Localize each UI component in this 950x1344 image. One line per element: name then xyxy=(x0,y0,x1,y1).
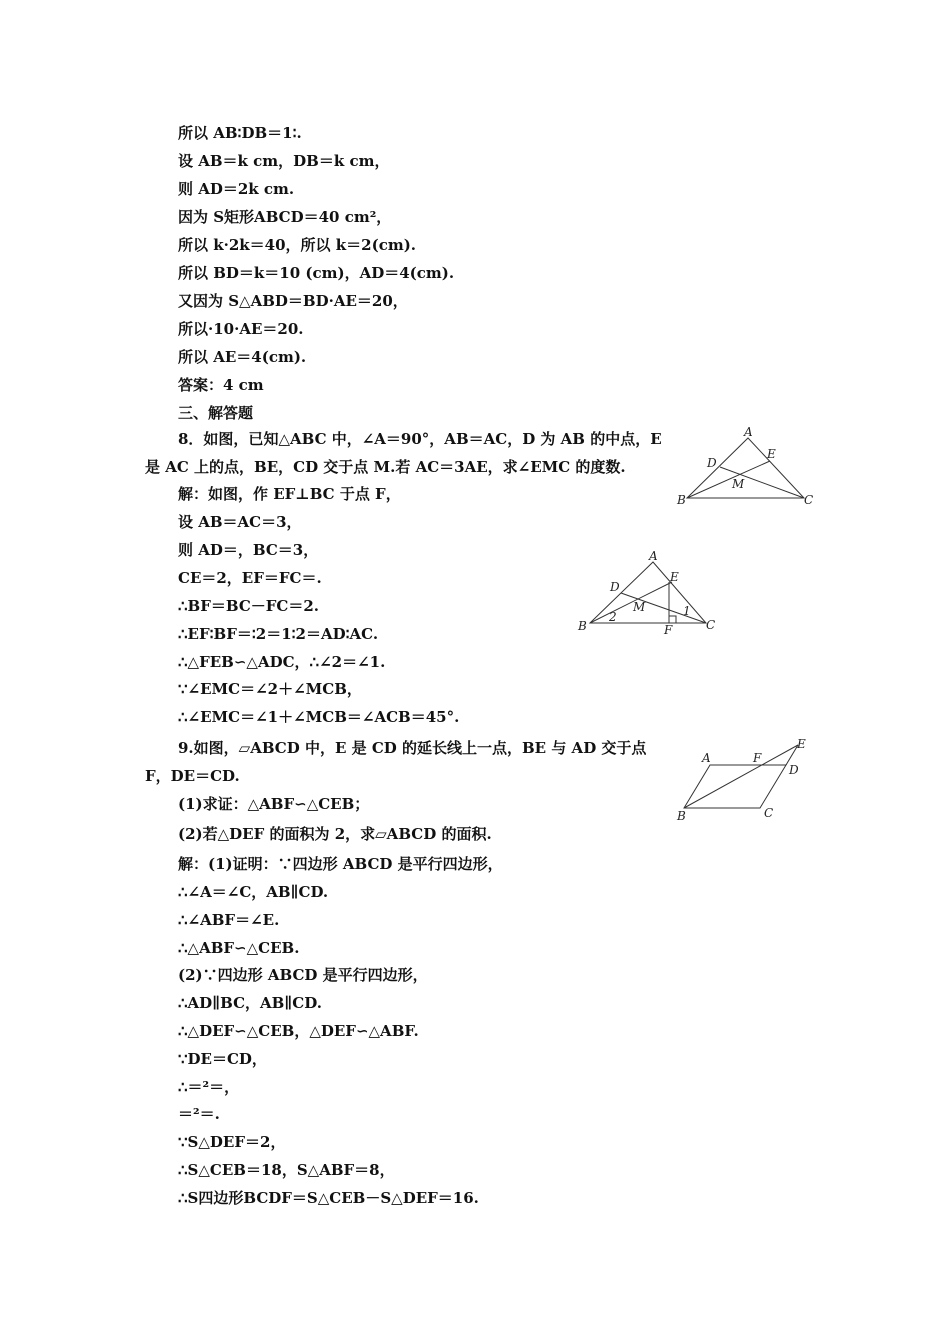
problem-9-text: 9.如图，▱ABCD 中，E 是 CD 的延长线上一点，BE 与 AD 交于点 xyxy=(178,739,647,757)
text-line: 则 AD＝2k cm. xyxy=(178,180,295,198)
label-m: M xyxy=(732,477,745,491)
label-d: D xyxy=(707,456,717,470)
text-line: 设 AB＝k cm，DB＝k cm， xyxy=(178,152,390,170)
label-a: A xyxy=(702,751,711,765)
section-heading: 三、解答题 xyxy=(178,404,254,422)
solution-line: CE＝2，EF＝FC＝. xyxy=(178,569,322,587)
solution-line: 设 AB＝AC＝3， xyxy=(178,513,302,531)
solution-line: ＝²＝. xyxy=(178,1105,220,1123)
parallelogram-figure xyxy=(672,736,822,826)
text-line: 所以 AB∶DB＝1∶. xyxy=(178,124,302,142)
solution-line: ∵∠EMC＝∠2＋∠MCB， xyxy=(178,680,362,698)
label-b: B xyxy=(677,493,686,507)
text-line: 所以 BD＝k＝10 (cm)，AD＝4(cm). xyxy=(178,264,455,282)
label-angle-2: 2 xyxy=(609,610,617,624)
solution-line: ∴∠A＝∠C，AB∥CD. xyxy=(178,883,329,901)
solution-line: 解：(1)证明：∵四边形 ABCD 是平行四边形， xyxy=(178,855,503,873)
label-d: D xyxy=(610,580,620,594)
triangle-figure-1 xyxy=(672,426,822,511)
triangle-figure-2 xyxy=(573,550,723,635)
segment-be xyxy=(687,461,770,498)
solution-line: ∴AD∥BC，AB∥CD. xyxy=(178,994,322,1012)
problem-9-text: F，DE＝CD. xyxy=(145,767,240,785)
answer-line: 答案：4 cm xyxy=(178,376,264,394)
label-f: F xyxy=(664,623,673,637)
solution-line: ∴S△CEB＝18，S△ABF＝8， xyxy=(178,1161,395,1179)
problem-9-part: (2)若△DEF 的面积为 2，求▱ABCD 的面积. xyxy=(178,825,492,843)
label-b: B xyxy=(677,809,686,823)
label-m: M xyxy=(633,600,646,614)
text-line: 又因为 S△ABD＝BD·AE＝20， xyxy=(178,292,408,310)
solution-line: ∴△ABF∽△CEB. xyxy=(178,939,300,957)
label-b: B xyxy=(578,619,587,633)
label-d: D xyxy=(789,763,799,777)
text-line: 所以 k·2k＝40，所以 k＝2(cm). xyxy=(178,236,417,254)
solution-line: ∵DE＝CD， xyxy=(178,1050,267,1068)
right-angle-mark xyxy=(669,616,676,623)
solution-line: ∴△FEB∽△ADC，∴∠2＝∠1. xyxy=(178,653,386,671)
problem-8-text: 8．如图，已知△ABC 中，∠A＝90°，AB＝AC，D 为 AB 的中点，E xyxy=(178,430,662,448)
text-line: 所以·10·AE＝20. xyxy=(178,320,304,338)
label-e: E xyxy=(797,737,806,751)
segment-be xyxy=(590,582,672,623)
triangle-abc-outline xyxy=(687,438,804,498)
label-e: E xyxy=(670,570,679,584)
label-f: F xyxy=(753,751,762,765)
solution-line: 则 AD＝，BC＝3， xyxy=(178,541,319,559)
label-a: A xyxy=(649,549,658,563)
solution-line: ∴△DEF∽△CEB，△DEF∽△ABF. xyxy=(178,1022,419,1040)
label-angle-1: 1 xyxy=(683,604,691,618)
solution-line: ∵S△DEF＝2， xyxy=(178,1133,286,1151)
parallelogram-abcd-outline xyxy=(684,765,786,808)
label-c: C xyxy=(804,493,814,507)
solution-line: (2)∵四边形 ABCD 是平行四边形， xyxy=(178,966,428,984)
problem-9-part: (1)求证：△ABF∽△CEB； xyxy=(178,795,370,813)
text-line: 因为 S矩形ABCD＝40 cm²， xyxy=(178,208,392,226)
label-e: E xyxy=(767,447,776,461)
solution-line: ∴BF＝BC－FC＝2. xyxy=(178,597,320,615)
problem-8-text: 是 AC 上的点，BE，CD 交于点 M.若 AC＝3AE，求∠EMC 的度数. xyxy=(145,458,626,476)
label-c: C xyxy=(706,618,716,632)
label-c: C xyxy=(764,806,774,820)
text-line: 所以 AE＝4(cm). xyxy=(178,348,307,366)
label-a: A xyxy=(744,425,753,439)
solution-line: ∴∠ABF＝∠E. xyxy=(178,911,280,929)
solution-line: ∴∠EMC＝∠1＋∠MCB＝∠ACB＝45°. xyxy=(178,708,460,726)
solution-line: 解：如图，作 EF⊥BC 于点 F， xyxy=(178,485,401,503)
solution-line: ∴S四边形BCDF＝S△CEB－S△DEF＝16. xyxy=(178,1189,479,1207)
solution-line: ∴EF∶BF＝∶2＝1∶2＝AD∶AC. xyxy=(178,625,379,643)
solution-line: ∴＝²＝， xyxy=(178,1078,240,1096)
